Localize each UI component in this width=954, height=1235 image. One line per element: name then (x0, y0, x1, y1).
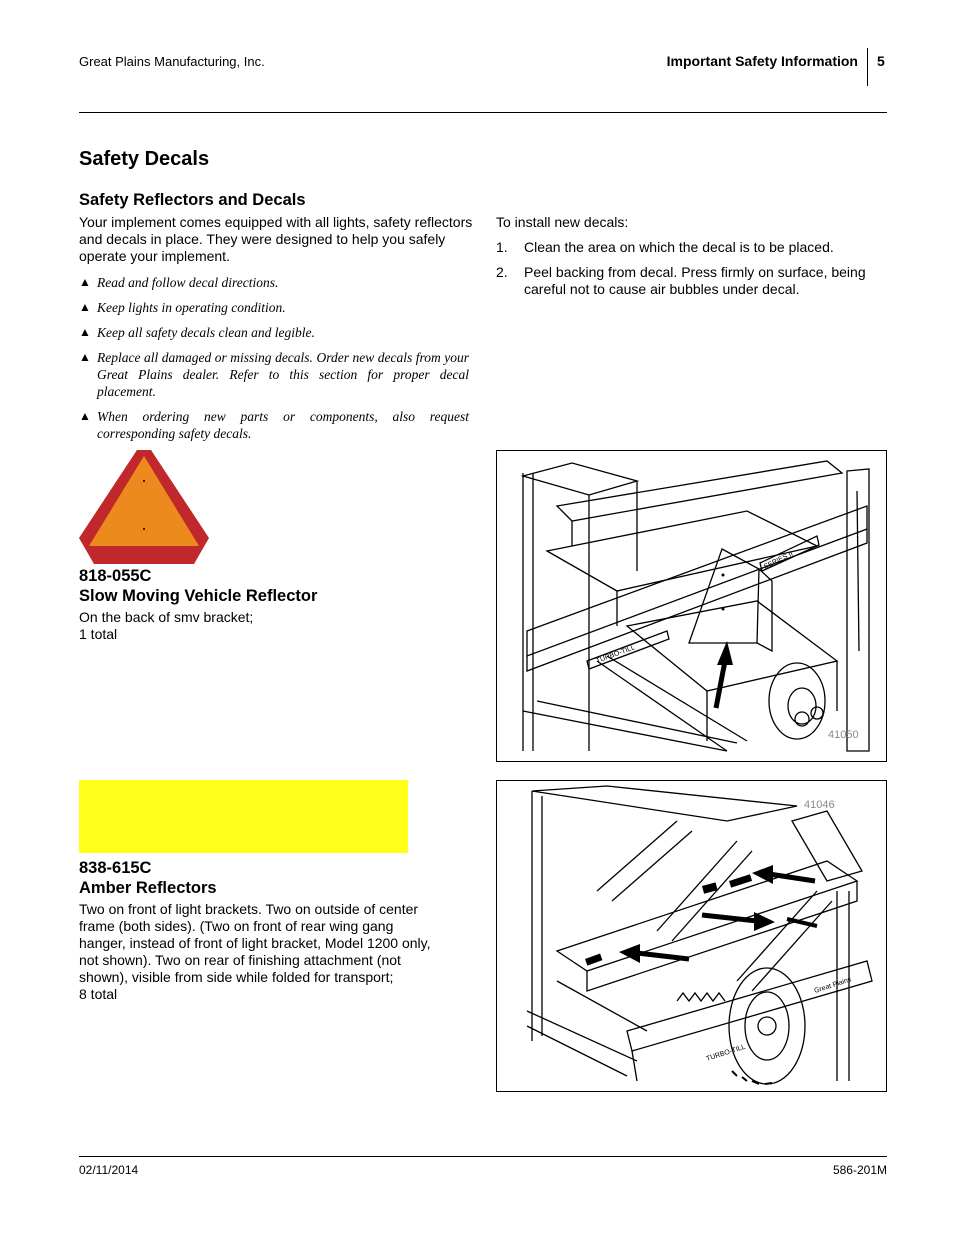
svg-text:TURBO-TILL: TURBO-TILL (595, 644, 637, 665)
amber-reflector-locations-illustration-icon (497, 781, 886, 1091)
warning-item: ▲ Keep lights in operating condition. (79, 300, 286, 315)
footer-date: 02/11/2014 (79, 1163, 139, 1177)
header-company: Great Plains Manufacturing, Inc. (79, 54, 265, 69)
decal-818-055c-description: On the back of smv bracket; 1 total (79, 609, 254, 642)
header-divider (867, 48, 868, 86)
figure-number: 41050 (828, 729, 859, 741)
decal-name: Amber Reflectors (79, 879, 217, 897)
decal-name: Slow Moving Vehicle Reflector (79, 587, 318, 605)
warning-item: ▲ Replace all damaged or missing decals. Order new decals from your Great Plains dealer. Refer to this section for proper decal placement. (79, 350, 469, 399)
decal-part-number: 818-055C (79, 567, 152, 585)
warning-item: ▲ Read and follow decal directions. (79, 275, 279, 290)
warning-triangle-icon: ▲ (79, 300, 91, 314)
footer-rule (79, 1156, 887, 1157)
figure-number: 41046 (804, 799, 835, 811)
decal-838-615c-description: Two on front of light brackets. Two on outside of center frame (both sides). (Two on front of rear wing gang hanger, instead of front of light bracket, Model 1200 only, not shown). Two on rear of finishing attachment (not shown), visible from side while folded for transport; 8 total (79, 901, 431, 1002)
page-title: Safety Decals (79, 148, 210, 170)
header-section-title: Important Safety Information (666, 53, 858, 69)
install-intro: To install new decals: (496, 214, 629, 230)
warning-item: ▲ When ordering new parts or components, also request corresponding safety decals. (79, 409, 469, 441)
svg-text:SERIES II: SERIES II (762, 550, 795, 571)
decal-818-055c-heading (79, 566, 459, 606)
warning-triangle-icon: ▲ (79, 325, 91, 339)
decal-838-615c-heading (79, 858, 459, 898)
section-subtitle: Safety Reflectors and Decals (79, 191, 306, 209)
warning-triangle-icon: ▲ (79, 350, 91, 364)
install-step: 2. Peel backing from decal. Press firmly on surface, being careful not to cause air bubbles under decal. (496, 264, 866, 297)
intro-paragraph: Your implement comes equipped with all lights, safety reflectors and decals in place. They were designed to help you safely operate your implement. (79, 214, 473, 264)
warning-triangle-icon: ▲ (79, 275, 91, 289)
install-step: 1. Clean the area on which the decal is to be placed. (496, 239, 834, 255)
figure-41046 (496, 780, 887, 1092)
svg-text:Great Plains: Great Plains (813, 976, 853, 995)
decal-part-number: 838-615C (79, 859, 152, 877)
page-number: 5 (877, 53, 885, 69)
figure-41050 (496, 450, 887, 762)
header-rule (79, 112, 887, 113)
amber-reflector-decal (79, 780, 408, 853)
svg-text:TURBO-TILL: TURBO-TILL (705, 1043, 747, 1063)
warning-triangle-icon: ▲ (79, 409, 91, 423)
smv-reflector-location-illustration-icon (497, 451, 886, 761)
warning-item: ▲ Keep all safety decals clean and legible. (79, 325, 315, 340)
smv-reflector-decal-icon (79, 450, 209, 565)
footer-doc-number: 586-201M (832, 1163, 887, 1177)
